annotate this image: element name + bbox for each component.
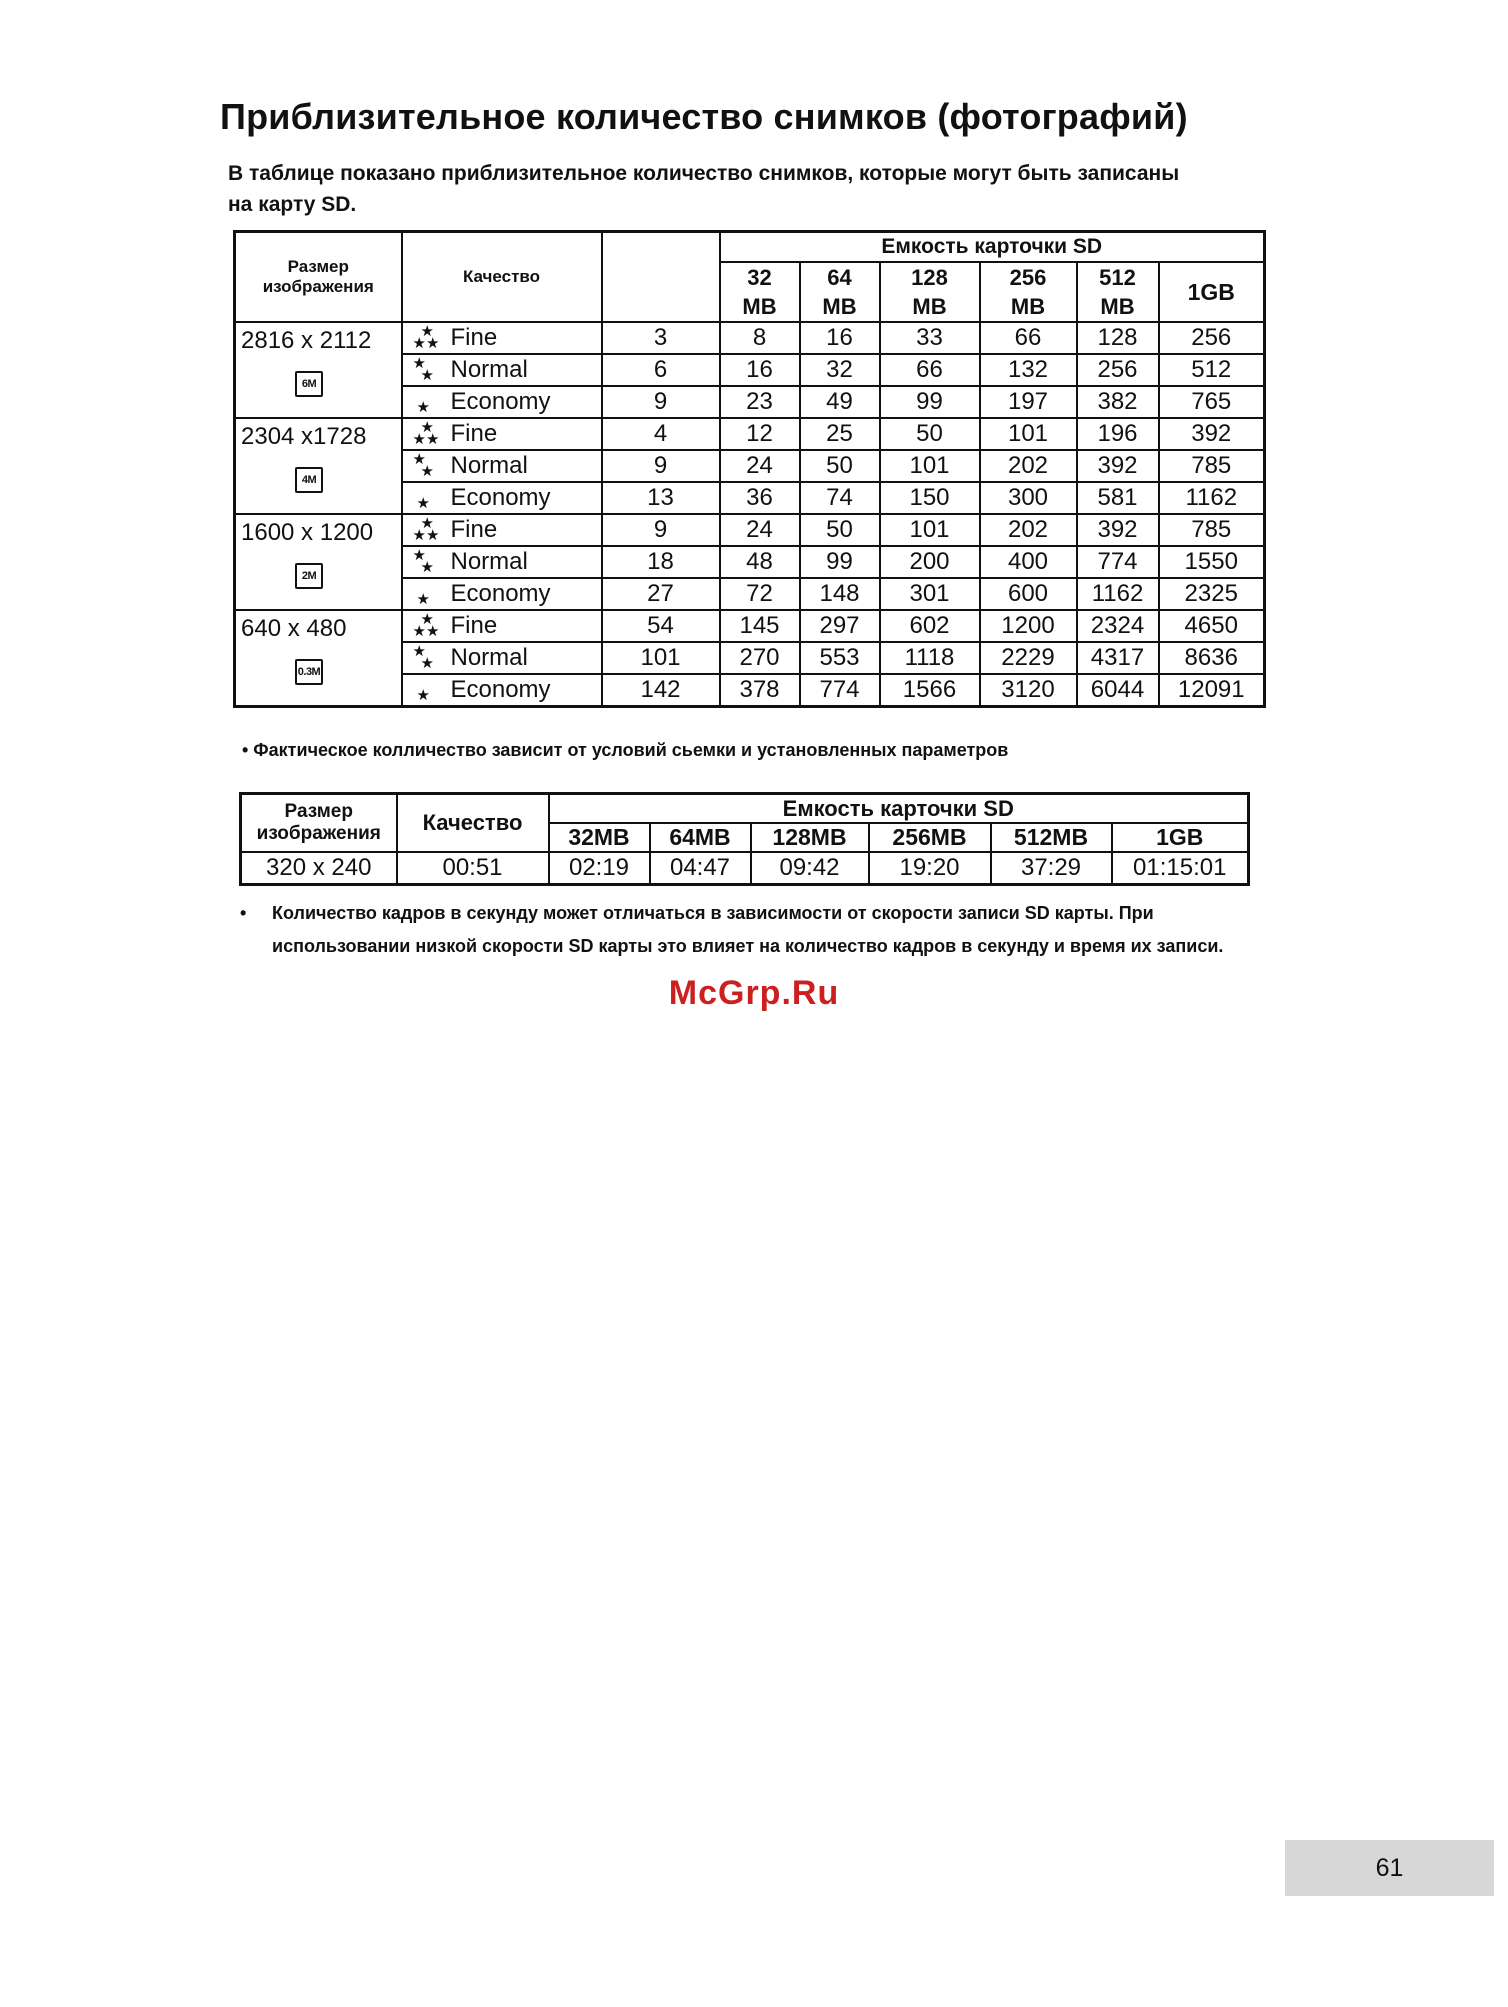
quality-cell <box>402 418 602 450</box>
bullet-icon: • <box>240 903 247 923</box>
quality-label: Fine <box>450 324 498 352</box>
quality-stars-icon: ★ ★ <box>412 643 434 673</box>
count-cell: 16 <box>720 354 800 386</box>
quality-cell <box>402 610 602 642</box>
quality-label: Fine <box>450 516 498 544</box>
capacity-1gb-header: 1GB <box>1159 262 1265 322</box>
count-cell: 774 <box>1077 546 1159 578</box>
count-cell: 50 <box>880 418 980 450</box>
count-cell: 4650 <box>1159 610 1265 642</box>
image-size-cell <box>235 610 402 707</box>
count-cell: 36 <box>720 482 800 514</box>
quality-cell <box>402 642 602 674</box>
photo-table-body <box>235 322 1265 707</box>
resolution-icon: 0.3M <box>295 659 323 685</box>
quality-cell <box>402 386 602 418</box>
count-cell: 8 <box>720 322 800 354</box>
count-cell: 297 <box>800 610 880 642</box>
resolution-icon: 4M <box>295 467 323 493</box>
count-cell: 553 <box>800 642 880 674</box>
capacity-header: Емкость карточки SD <box>720 232 1265 263</box>
count-cell: 300 <box>980 482 1077 514</box>
count-cell: 202 <box>980 514 1077 546</box>
video-value-cell: 19:20 <box>869 852 991 885</box>
count-cell: 16 <box>800 322 880 354</box>
count-cell: 256 <box>1077 354 1159 386</box>
quality-label: Normal <box>450 452 528 480</box>
count-cell: 400 <box>980 546 1077 578</box>
count-cell: 256 <box>1159 322 1265 354</box>
count-cell: 200 <box>880 546 980 578</box>
video-256mb-header: 256MB <box>869 823 991 852</box>
count-cell: 25 <box>800 418 880 450</box>
count-cell: 197 <box>980 386 1077 418</box>
count-cell: 101 <box>602 642 720 674</box>
count-cell: 101 <box>980 418 1077 450</box>
count-cell: 32 <box>800 354 880 386</box>
quality-label: Normal <box>450 644 528 672</box>
count-cell: 600 <box>980 578 1077 610</box>
blank-header <box>602 232 720 323</box>
count-cell: 785 <box>1159 450 1265 482</box>
video-value-cell: 04:47 <box>650 852 751 885</box>
count-cell: 202 <box>980 450 1077 482</box>
video-size-header: Размер изображения <box>241 794 397 853</box>
resolution-icon: 6M <box>295 371 323 397</box>
count-cell: 765 <box>1159 386 1265 418</box>
footnote-video-line1: • Количество кадров в секунду может отличаться в зависимости от скорости записи SD карты. При <box>240 897 1260 930</box>
count-cell: 1550 <box>1159 546 1265 578</box>
intro-text: В таблице показано приблизительное количество снимков, которые могут быть записаны на карту SD. <box>228 162 1180 216</box>
quality-stars-icon: ★ <box>416 687 430 705</box>
count-cell: 9 <box>602 450 720 482</box>
count-cell: 6044 <box>1077 674 1159 707</box>
count-cell: 99 <box>880 386 980 418</box>
count-cell: 145 <box>720 610 800 642</box>
video-value-cell: 37:29 <box>991 852 1112 885</box>
count-cell: 132 <box>980 354 1077 386</box>
table-row <box>241 852 1249 885</box>
count-cell: 382 <box>1077 386 1159 418</box>
count-cell: 392 <box>1077 514 1159 546</box>
footnote-photo: • Фактическое колличество зависит от условий сьемки и установленных параметров <box>242 740 1009 760</box>
quality-stars-icon: ★ <box>416 495 430 513</box>
image-size-label: 2304 x1728 <box>241 423 367 450</box>
count-cell: 49 <box>800 386 880 418</box>
count-cell: 33 <box>880 322 980 354</box>
count-cell: 99 <box>800 546 880 578</box>
quality-label: Normal <box>450 356 528 384</box>
table-row <box>235 322 1265 354</box>
count-cell: 1200 <box>980 610 1077 642</box>
capacity-32mb-header: 32 MB <box>720 262 800 322</box>
quality-stars-icon: ★ ★ <box>412 451 434 481</box>
count-cell: 54 <box>602 610 720 642</box>
photo-count-table <box>233 230 1266 708</box>
quality-label: Economy <box>450 580 551 608</box>
count-cell: 8636 <box>1159 642 1265 674</box>
video-32mb-header: 32MB <box>549 823 650 852</box>
capacity-128mb-header: 128 MB <box>880 262 980 322</box>
count-cell: 12091 <box>1159 674 1265 707</box>
count-cell: 128 <box>1077 322 1159 354</box>
count-cell: 74 <box>800 482 880 514</box>
count-cell: 50 <box>800 450 880 482</box>
count-cell: 1566 <box>880 674 980 707</box>
table-row <box>235 418 1265 450</box>
quality-stars-icon: ★ ★★ <box>412 323 440 353</box>
video-time-table <box>239 792 1250 886</box>
resolution-icon: 2M <box>295 563 323 589</box>
video-value-cell: 02:19 <box>549 852 650 885</box>
video-capacity-header: Емкость карточки SD <box>549 794 1249 824</box>
table-row <box>235 514 1265 546</box>
count-cell: 48 <box>720 546 800 578</box>
count-cell: 101 <box>880 450 980 482</box>
capacity-512mb-header: 512 MB <box>1077 262 1159 322</box>
count-cell: 24 <box>720 450 800 482</box>
count-cell: 196 <box>1077 418 1159 450</box>
quality-stars-icon: ★ ★★ <box>412 515 440 545</box>
count-cell: 392 <box>1077 450 1159 482</box>
count-cell: 1118 <box>880 642 980 674</box>
video-1gb-header: 1GB <box>1112 823 1249 852</box>
count-cell: 72 <box>720 578 800 610</box>
page-title: Приблизительное количество снимков (фотографий) <box>220 96 1188 137</box>
count-cell: 3 <box>602 322 720 354</box>
count-cell: 785 <box>1159 514 1265 546</box>
count-cell: 50 <box>800 514 880 546</box>
capacity-64mb-header: 64 MB <box>800 262 880 322</box>
capacity-256mb-header: 256 MB <box>980 262 1077 322</box>
quality-stars-icon: ★ ★ <box>412 547 434 577</box>
count-cell: 512 <box>1159 354 1265 386</box>
image-size-cell <box>235 322 402 418</box>
size-header: Размер изображения <box>235 232 402 323</box>
count-cell: 392 <box>1159 418 1265 450</box>
video-64mb-header: 64MB <box>650 823 751 852</box>
video-value-cell: 01:15:01 <box>1112 852 1249 885</box>
quality-stars-icon: ★ <box>416 399 430 417</box>
quality-stars-icon: ★ ★ <box>412 355 434 385</box>
count-cell: 23 <box>720 386 800 418</box>
quality-stars-icon: ★ <box>416 591 430 609</box>
count-cell: 378 <box>720 674 800 707</box>
count-cell: 2229 <box>980 642 1077 674</box>
video-quality-header: Качество <box>397 794 549 853</box>
count-cell: 18 <box>602 546 720 578</box>
count-cell: 150 <box>880 482 980 514</box>
count-cell: 66 <box>980 322 1077 354</box>
image-size-label: 1600 x 1200 <box>241 519 374 546</box>
count-cell: 4317 <box>1077 642 1159 674</box>
footnote-video <box>240 897 1260 963</box>
footnote-video-line2: использовании низкой скорости SD карты это влияет на количество кадров в секунду и время их записи. <box>272 936 1224 956</box>
video-size-cell: 320 x 240 <box>241 852 397 885</box>
quality-cell <box>402 354 602 386</box>
count-cell: 602 <box>880 610 980 642</box>
quality-label: Normal <box>450 548 528 576</box>
quality-label: Economy <box>450 676 551 704</box>
quality-stars-icon: ★ ★★ <box>412 611 440 641</box>
video-quality-cell: 00:51 <box>397 852 549 885</box>
quality-label: Fine <box>450 420 498 448</box>
count-cell: 1162 <box>1077 578 1159 610</box>
quality-header: Качество <box>402 232 602 323</box>
page-number: 61 <box>1285 1840 1494 1896</box>
table-row <box>235 610 1265 642</box>
count-cell: 13 <box>602 482 720 514</box>
video-128mb-header: 128MB <box>751 823 869 852</box>
quality-cell <box>402 674 602 707</box>
count-cell: 9 <box>602 386 720 418</box>
count-cell: 27 <box>602 578 720 610</box>
count-cell: 12 <box>720 418 800 450</box>
count-cell: 581 <box>1077 482 1159 514</box>
quality-cell <box>402 450 602 482</box>
count-cell: 142 <box>602 674 720 707</box>
image-size-cell <box>235 418 402 514</box>
count-cell: 2324 <box>1077 610 1159 642</box>
image-size-label: 2816 x 2112 <box>241 327 372 354</box>
count-cell: 1162 <box>1159 482 1265 514</box>
quality-label: Economy <box>450 388 551 416</box>
quality-label: Fine <box>450 612 498 640</box>
count-cell: 101 <box>880 514 980 546</box>
quality-cell <box>402 514 602 546</box>
quality-stars-icon: ★ ★★ <box>412 419 440 449</box>
video-value-cell: 09:42 <box>751 852 869 885</box>
quality-cell <box>402 482 602 514</box>
quality-cell <box>402 546 602 578</box>
quality-label: Economy <box>450 484 551 512</box>
count-cell: 6 <box>602 354 720 386</box>
image-size-cell <box>235 514 402 610</box>
count-cell: 24 <box>720 514 800 546</box>
count-cell: 9 <box>602 514 720 546</box>
video-512mb-header: 512MB <box>991 823 1112 852</box>
count-cell: 4 <box>602 418 720 450</box>
watermark: McGrp.Ru <box>668 974 840 1012</box>
count-cell: 774 <box>800 674 880 707</box>
quality-cell <box>402 578 602 610</box>
quality-cell <box>402 322 602 354</box>
count-cell: 301 <box>880 578 980 610</box>
count-cell: 3120 <box>980 674 1077 707</box>
image-size-label: 640 x 480 <box>241 615 347 642</box>
count-cell: 270 <box>720 642 800 674</box>
count-cell: 66 <box>880 354 980 386</box>
count-cell: 2325 <box>1159 578 1265 610</box>
count-cell: 148 <box>800 578 880 610</box>
